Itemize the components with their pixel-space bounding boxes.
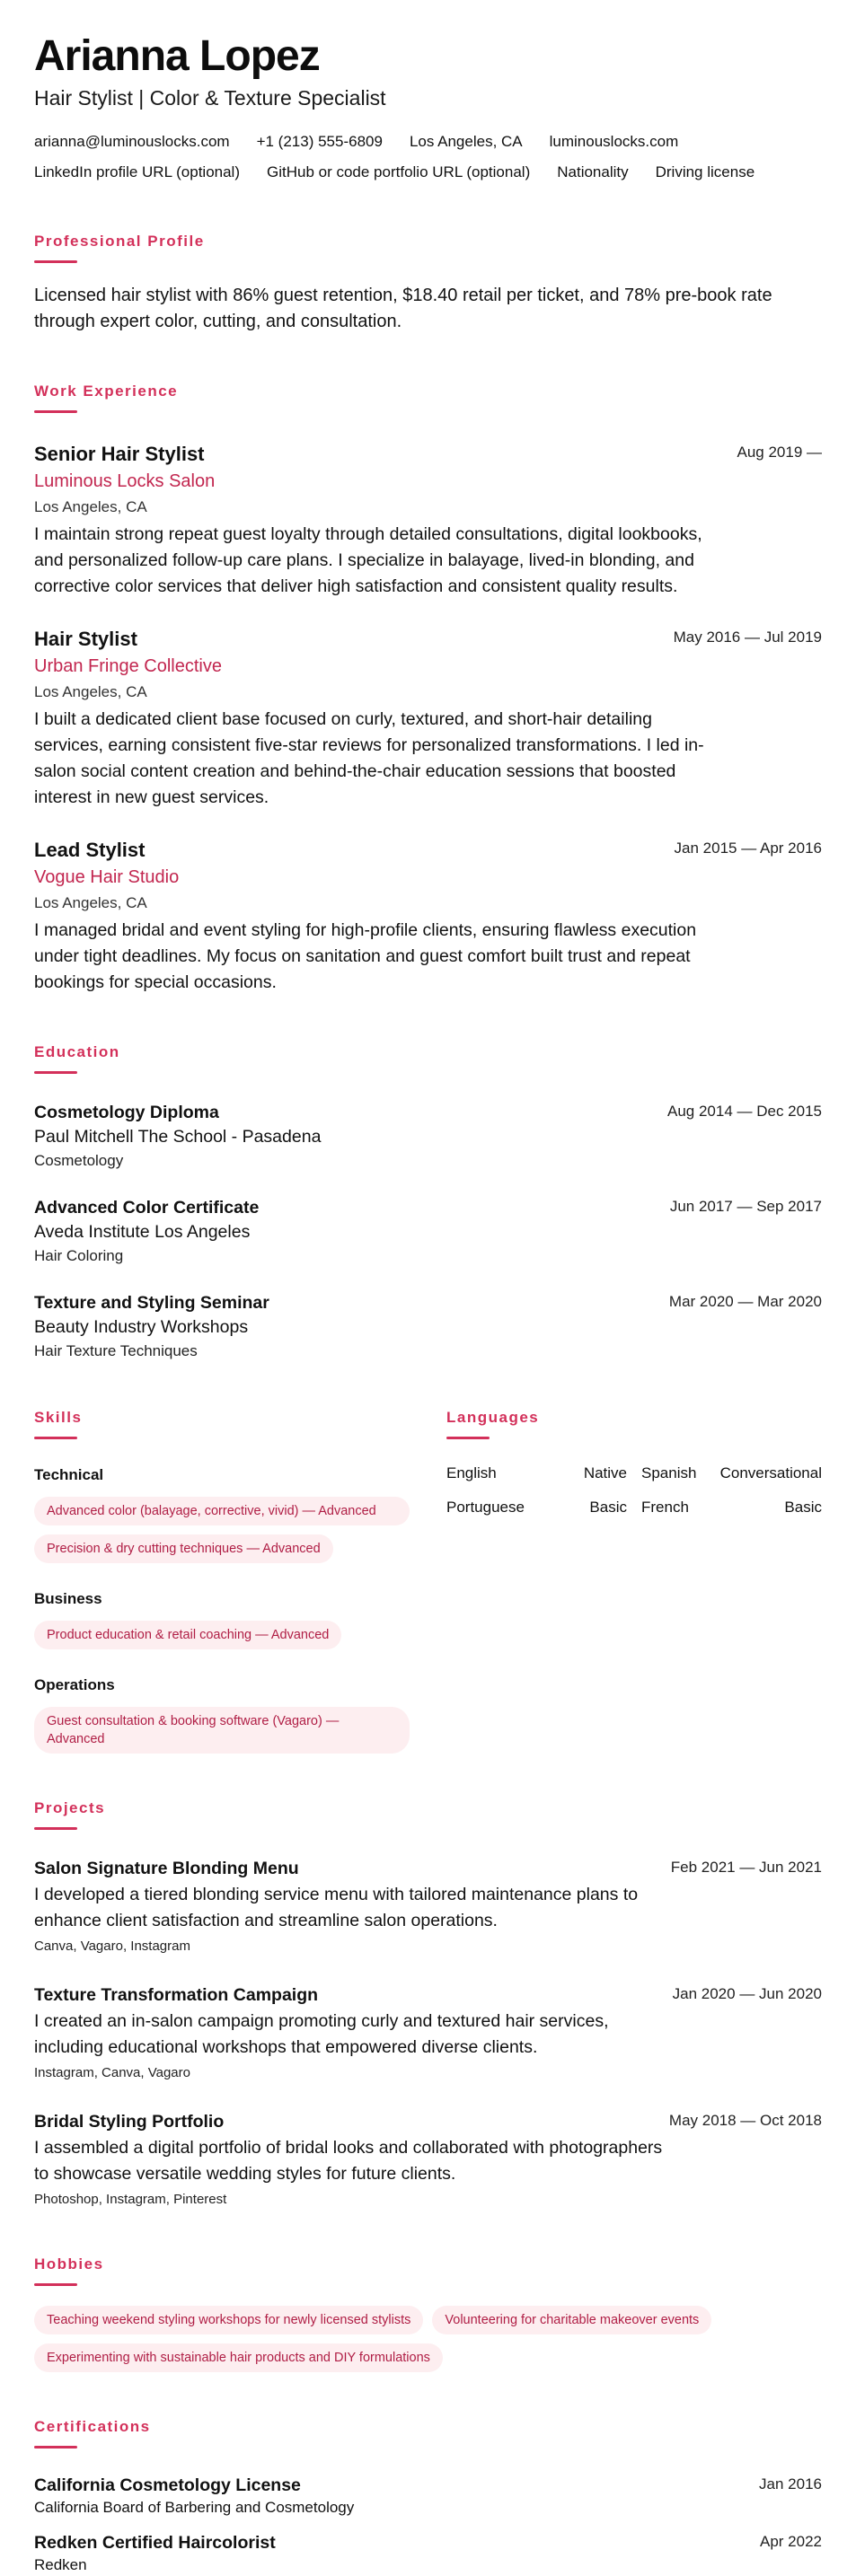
section-divider [34,1827,77,1830]
job-company: Vogue Hair Studio [34,867,180,887]
section-title-languages: Languages [446,1409,540,1426]
education-field: Cosmetology [34,1152,124,1169]
job-dates: Jan 2015 — Apr 2016 [674,840,822,857]
github-link[interactable]: GitHub or code portfolio URL (optional) [267,163,531,180]
job-description: I managed bridal and event styling for high-profile clients, ensuring flawless execution under tight deadlines. My focus on sanitation and guest comfort built trust and repeat bookings for special occasions. [34,920,697,992]
language-level: Basic [589,1499,627,1516]
skill-chip: Advanced color (balayage, corrective, vivid) — Advanced [34,1497,410,1525]
project-description: I created an in-salon campaign promoting curly and textured hair services, including educational workshops that empowered diverse clients. [34,2011,609,2057]
certification-name: California Cosmetology License [34,2475,301,2495]
project-dates: Jan 2020 — Jun 2020 [672,1985,822,2002]
skill-chip: Guest consultation & booking software (Vagaro) — Advanced [34,1707,410,1754]
candidate-name: Arianna Lopez [34,32,320,80]
hobby-chips [34,2306,822,2372]
job-title: Senior Hair Stylist [34,443,205,465]
job-company: Luminous Locks Salon [34,471,216,491]
hobby-chip: Experimenting with sustainable hair products and DIY formulations [34,2343,443,2372]
language-name: French [641,1499,689,1516]
section-divider [446,1437,490,1439]
certification-date: Jan 2016 [759,2475,822,2492]
section-divider [34,2446,77,2449]
contact-email[interactable]: arianna@luminouslocks.com [34,133,230,150]
language-level: Conversational [719,1464,822,1481]
project-dates: May 2018 — Oct 2018 [668,2112,822,2129]
job-entry [34,627,822,811]
education-degree: Cosmetology Diploma [34,1103,219,1122]
language-level: Native [583,1464,627,1481]
hobby-chip: Volunteering for charitable makeover events [432,2306,711,2334]
skills-section [34,1408,410,1754]
language-item [446,1497,627,1518]
job-location: Los Angeles, CA [34,894,147,911]
projects-section [34,1798,822,2210]
education-degree: Advanced Color Certificate [34,1198,260,1218]
driving-license: Driving license [655,163,755,180]
education-field: Hair Coloring [34,1247,124,1264]
certification-issuer: Redken [34,2556,87,2573]
education-section [34,1042,822,1363]
project-name: Bridal Styling Portfolio [34,2112,225,2132]
education-entry [34,1196,822,1268]
certification-entry [34,2531,822,2576]
education-degree: Texture and Styling Seminar [34,1293,269,1313]
section-title-education: Education [34,1043,120,1060]
contact-phone[interactable]: +1 (213) 555-6809 [256,133,383,150]
education-dates: Jun 2017 — Sep 2017 [669,1198,822,1215]
job-location: Los Angeles, CA [34,498,147,515]
resume-header [34,32,822,183]
language-name: Portuguese [446,1499,525,1516]
skill-group-title: Business [34,1590,102,1607]
project-description: I assembled a digital portfolio of bridal looks and collaborated with photographers to showcase versatile wedding styles for future clients. [34,2138,663,2184]
education-field: Hair Texture Techniques [34,1342,198,1359]
skill-chips [34,1621,410,1649]
education-dates: Mar 2020 — Mar 2020 [668,1293,822,1310]
project-entry [34,1857,822,1956]
section-divider [34,2283,77,2286]
experience-section [34,382,822,996]
certification-issuer: California Board of Barbering and Cosmetology [34,2499,355,2516]
job-description: I maintain strong repeat guest loyalty through detailed consultations, digital lookbooks, and personalized follow-up care plans. I specialize in balayage, lived-in blonding, and corrective color services that deliver high satisfaction and consistent quality results. [34,524,702,596]
job-dates: Aug 2019 — [737,444,822,461]
skill-chip: Product education & retail coaching — Advanced [34,1621,341,1649]
section-divider [34,260,77,263]
language-list [446,1463,822,1518]
project-entry [34,2110,822,2210]
education-school: Paul Mitchell The School - Pasadena [34,1127,322,1147]
section-title-skills: Skills [34,1409,83,1426]
linkedin-link[interactable]: LinkedIn profile URL (optional) [34,163,240,180]
skill-chips [34,1707,410,1754]
candidate-headline: Hair Stylist | Color & Texture Specialist [34,86,386,110]
section-divider [34,1437,77,1439]
contact-extras-row [34,162,822,183]
language-item [641,1497,822,1518]
education-entry [34,1101,822,1173]
section-title-profile: Professional Profile [34,233,205,250]
language-item [641,1463,822,1484]
project-tools: Photoshop, Instagram, Pinterest [34,2192,227,2207]
skills-languages-row [34,1408,822,1754]
section-divider [34,410,77,413]
contact-website[interactable]: luminouslocks.com [549,133,679,150]
language-name: English [446,1464,497,1481]
language-name: Spanish [641,1464,697,1481]
hobby-chip: Teaching weekend styling workshops for newly licensed stylists [34,2306,423,2334]
language-level: Basic [784,1499,822,1516]
section-title-projects: Projects [34,1799,106,1816]
job-location: Los Angeles, CA [34,683,147,700]
project-name: Salon Signature Blonding Menu [34,1859,299,1878]
project-dates: Feb 2021 — Jun 2021 [670,1859,822,1876]
section-title-experience: Work Experience [34,382,179,400]
project-name: Texture Transformation Campaign [34,1985,319,2005]
education-entry [34,1291,822,1363]
languages-section [446,1408,822,1754]
job-dates: May 2016 — Jul 2019 [673,629,822,646]
section-title-hobbies: Hobbies [34,2255,104,2273]
hobbies-section [34,2255,822,2372]
section-title-certifications: Certifications [34,2418,151,2435]
contact-location: Los Angeles, CA [409,133,523,150]
job-title: Lead Stylist [34,839,146,861]
certification-name: Redken Certified Haircolorist [34,2533,276,2553]
job-entry [34,838,822,996]
project-tools: Instagram, Canva, Vagaro [34,2065,190,2080]
contact-row [34,131,822,153]
project-entry [34,1983,822,2083]
education-school: Beauty Industry Workshops [34,1317,249,1337]
education-school: Aveda Institute Los Angeles [34,1222,251,1242]
language-item [446,1463,627,1484]
skill-group-title: Operations [34,1676,115,1693]
education-dates: Aug 2014 — Dec 2015 [666,1103,822,1120]
certifications-section [34,2417,822,2576]
skill-group-title: Technical [34,1466,104,1483]
job-description: I built a dedicated client base focused on curly, textured, and short-hair detailing services, earning consistent five-star reviews for personalized transformations. I led in-salon social content creation and behind-the-chair education sessions that boosted interest in new guest services. [34,709,704,807]
section-divider [34,1071,77,1074]
job-entry [34,442,822,600]
nationality: Nationality [557,163,629,180]
certification-entry [34,2474,822,2519]
profile-summary: Licensed hair stylist with 86% guest retention, $18.40 retail per ticket, and 78% pre-book rate through expert color, cutting, and consultation. [34,286,772,331]
job-company: Urban Fringe Collective [34,656,222,676]
job-title: Hair Stylist [34,628,137,650]
certification-date: Apr 2022 [760,2533,822,2550]
skill-chips [34,1497,410,1563]
project-description: I developed a tiered blonding service menu with tailored maintenance plans to enhance client satisfaction and streamline salon operations. [34,1885,639,1930]
skill-chip: Precision & dry cutting techniques — Advanced [34,1534,333,1563]
project-tools: Canva, Vagaro, Instagram [34,1939,190,1954]
profile-section [34,232,822,335]
